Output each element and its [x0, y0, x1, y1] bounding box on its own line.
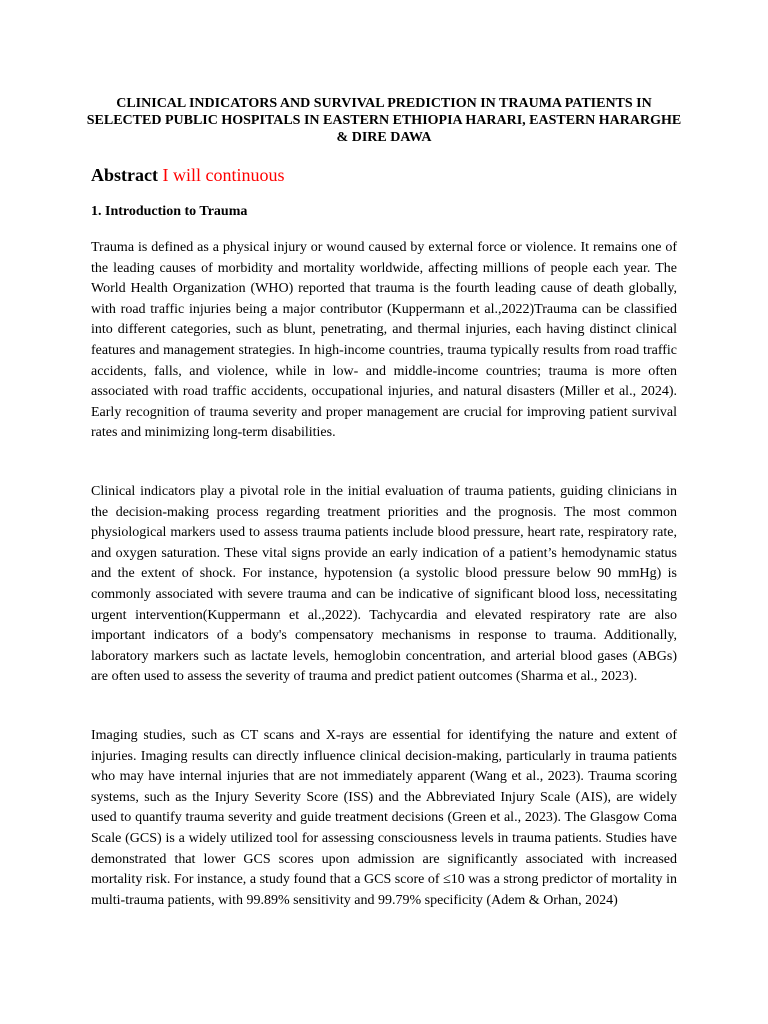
paragraph-3: Imaging studies, such as CT scans and X-rays are essential for identifying the nature and extent of injuries. Imaging results can directly influence clinical decision-making, particularly in trauma patients who may have internal injuries that are not immediately apparent (Wang et al., 2023). Trauma scoring systems, such as the Injury Severity Score (ISS) and the Abbreviated Injury Scale (AIS), are widely used to quantify trauma severity and guide treatment decisions (Green et al., 2023). The Glasgow Coma Scale (GCS) is a widely utilized tool for assessing consciousness levels in trauma patients. Studies have demonstrated that lower GCS scores upon admission are significantly associated with increased mortality risk. For instance, a study found that a GCS score of ≤10 was a strong predictor of mortality in multi-trauma patients, with 99.89% sensitivity and 99.79% specificity (Adem & Orhan, 2024) [91, 728, 677, 908]
abstract-heading [91, 164, 284, 186]
paragraph-1: Trauma is defined as a physical injury or wound caused by external force or violence. It remains one of the leading causes of morbidity and mortality worldwide, affecting millions of people each year. The World Health Organization (WHO) reported that trauma is the fourth leading cause of death globally, with road traffic injuries being a major contributor (Kuppermann et al.,2022)Trauma can be classified into different categories, such as blunt, penetrating, and thermal injuries, each having distinct clinical features and management strategies. In high-income countries, trauma typically results from road traffic accidents, falls, and violence, while in low- and middle-income countries; trauma is more often associated with road traffic accidents, occupational injuries, and natural disasters (Miller et al., 2024). Early recognition of trauma severity and proper management are crucial for improving patient survival rates and minimizing long-term disabilities. [91, 240, 677, 441]
abstract-label: Abstract [91, 165, 158, 185]
abstract-note: I will continuous [162, 165, 285, 185]
section-heading: 1. Introduction to Trauma [91, 204, 248, 219]
paragraph-2: Clinical indicators play a pivotal role in the initial evaluation of trauma patients, guiding clinicians in the decision-making process regarding treatment priorities and the prognosis. The most common physiological markers used to assess trauma patients include blood pressure, heart rate, respiratory rate, and oxygen saturation. These vital signs provide an early indication of a patient’s hemodynamic status and the extent of shock. For instance, hypotension (a systolic blood pressure below 90 mmHg) is commonly associated with severe trauma and can be indicative of significant blood loss, necessitating urgent intervention(Kuppermann et al.,2022). Tachycardia and elevated respiratory rate are also important indicators of a body's compensatory mechanisms in response to trauma. Additionally, laboratory markers such as lactate levels, hemoglobin concentration, and arterial blood gases (ABGs) are often used to assess the severity of trauma and predict patient outcomes (Sharma et al., 2023). [91, 484, 677, 685]
document-title: CLINICAL INDICATORS AND SURVIVAL PREDICTION IN TRAUMA PATIENTS IN SELECTED PUBLIC HOSPITALS IN EASTERN ETHIOPIA HARARI, EASTERN HARARGHE & DIRE DAWA [86, 96, 682, 145]
